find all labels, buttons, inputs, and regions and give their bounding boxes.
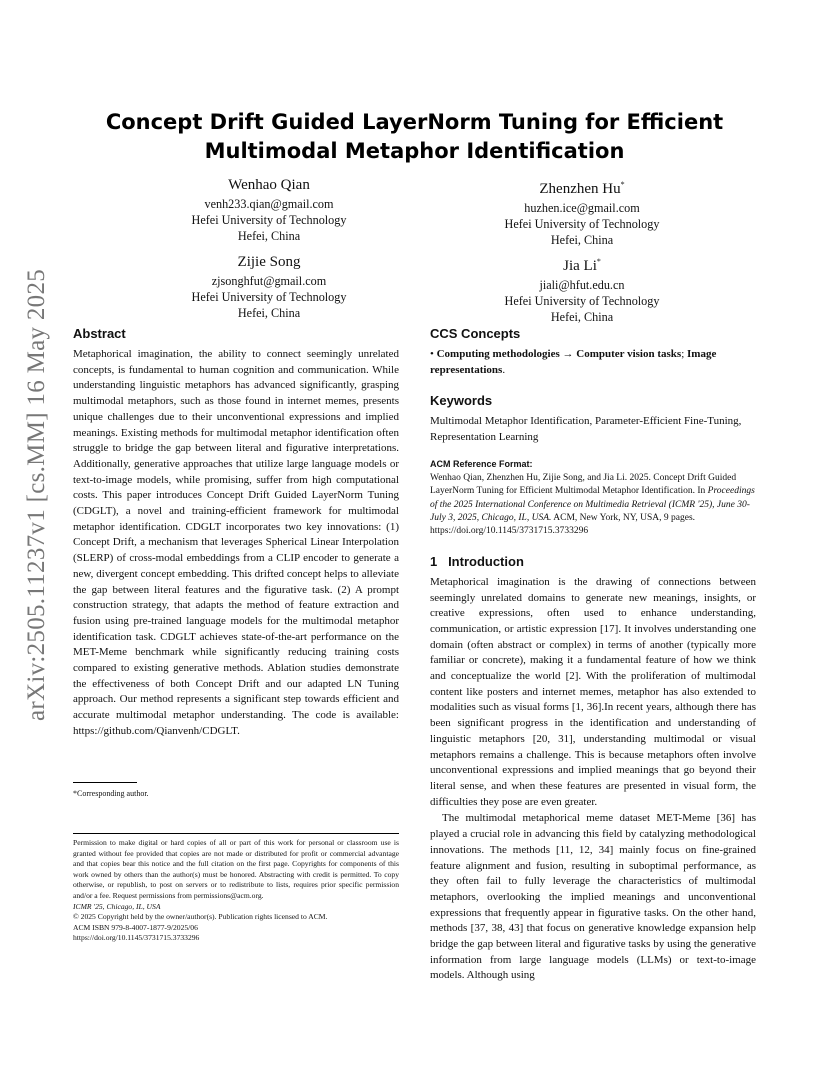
ccs-sep: ; [681, 348, 688, 360]
footnote-rule [73, 782, 137, 783]
author-block-3 [119, 252, 419, 322]
permission-text: Permission to make digital or hard copies of all or part of this work for personal or classroom use is granted without fee provided that copies are not made or distributed for profit or commercial advantage and that copies bear this notice and the full citation on the first page. Copyrights for components of this work owned by others than the author(s) must be honored. Abstracting with credit is permitted. To copy otherwise, or republish, to post on servers or to redistribute to lists, requires prior specific permission and/or a fee. Request permissions from permissions@acm.org. [73, 838, 399, 900]
acm-ref-tail: ACM, New York, NY, USA, 9 pages. https://doi.org/10.1145/3731715.3733296 [430, 513, 696, 537]
intro-paragraph-1: Metaphorical imagination is the drawing of connections between seemingly unrelated domains to generate new meanings, insights, or creative expressions, often used to enhance understanding, communication, or artistic expression [17]. It involves understanding one domain (often abstract or complex) in terms of another (typically more familiar or concrete), making it a fundamental feature of how we think and conceptualize the world [2]. With the proliferation of multimodal content like posters and internet memes, metaphor has also extended to modalities such as visual forms [1, 36].In recent years, although there has been significant progress in the identification and understanding of linguistic metaphors [20, 31], understanding multimodal or visual metaphors remains a challenge. This is because metaphors often involve unconventional expressions and implied meanings that go beyond their literal sense, and when these features are presented in visual form, the difficulties they pose are even greater. [430, 575, 756, 808]
right-column [430, 325, 756, 984]
author-location: Hefei, China [550, 233, 614, 248]
venue-text: ICMR '25, Chicago, IL, USA [73, 901, 161, 911]
ccs-heading: CCS Concepts [430, 326, 521, 341]
corresponding-mark: * [596, 257, 601, 266]
footnote-corresponding: *Corresponding author. [73, 789, 149, 798]
left-column [73, 325, 399, 740]
keywords-text: Multimodal Metaphor Identification, Parameter-Efficient Fine-Tuning, Representation Learning [430, 415, 742, 444]
ccs-end: . [502, 363, 506, 376]
ccs-item-2: Computer vision tasks [576, 348, 682, 360]
author-email: venh233.qian@gmail.com [204, 197, 334, 211]
intro-paragraph-2: The multimodal metaphorical meme dataset MET-Meme [36] has played a crucial role in advancing this field by catalyzing methodological innovations. The methods [11, 12, 34] mainly focus on fine-grained feature alignment and fusion, resulting in suboptimal performance, as they often fail to fully leverage the characteristics of multimodal metaphors, overlooking the implied meanings and unconventional expressions that frequently appear in figurative tasks. On the other hand, methods [37, 38, 43] that focus on generative knowledge expansion help bridge the gap between literal and figurative tasks by using the generative information from large language models (LLMs) or text-to-image models. Although using [430, 812, 756, 982]
author-location: Hefei, China [237, 229, 301, 244]
author-block-2 [432, 175, 732, 249]
author-location: Hefei, China [237, 306, 301, 321]
acm-ref-heading: ACM Reference Format: [430, 458, 533, 469]
author-location: Hefei, China [550, 310, 614, 325]
doi-text: https://doi.org/10.1145/3731715.3733296 [73, 933, 200, 943]
title-line-1: Concept Drift Guided LayerNorm Tuning for Efficient [105, 110, 724, 134]
author-name: Jia Li [563, 258, 597, 274]
author-block-1 [119, 175, 419, 245]
ccs-bullet: • [430, 348, 434, 360]
acm-ref-text [430, 472, 756, 539]
author-name: Zhenzhen Hu [539, 181, 621, 197]
ccs-concepts [430, 347, 756, 378]
author-affiliation: Hefei University of Technology [504, 294, 660, 309]
permission-rule [73, 833, 399, 834]
arxiv-stamp-text: arXiv:2505.11237v1 [cs.MM] 16 May 2025 [23, 268, 50, 722]
intro-heading: 1 Introduction [430, 553, 524, 569]
ccs-item-1: Computing methodologies [436, 348, 560, 360]
author-affiliation: Hefei University of Technology [504, 217, 660, 232]
paper-title [73, 108, 756, 166]
author-email: huzhen.ice@gmail.com [524, 201, 640, 215]
corresponding-mark: * [620, 180, 625, 189]
author-affiliation: Hefei University of Technology [191, 213, 347, 228]
copyright-text: © 2025 Copyright held by the owner/author(s). Publication rights licensed to ACM. [73, 912, 328, 922]
author-affiliation: Hefei University of Technology [191, 290, 347, 305]
author-email: zjsonghfut@gmail.com [211, 274, 327, 288]
keywords-heading: Keywords [430, 393, 493, 409]
arxiv-stamp [20, 268, 54, 722]
isbn-text: ACM ISBN 979-8-4007-1877-9/2025/06 [73, 922, 198, 932]
author-name: Wenhao Qian [228, 177, 310, 193]
author-name: Zijie Song [237, 254, 301, 270]
author-email: jiali@hfut.edu.cn [539, 278, 625, 292]
acm-ref-proceedings: Proceedings of the 2025 International Conference on Multimedia Retrieval (ICMR '25), June 30-July 3, 2025, Chicago, IL, USA. [430, 486, 755, 524]
ccs-item-3: Image representations [430, 348, 717, 376]
acm-ref-authors: Wenhao Qian, Zhenzhen Hu, Zijie Song, and Jia Li. 2025. Concept Drift Guided LayerNorm Tuning for Efficient Multimodal Metaphor Identification. In [430, 472, 737, 497]
permission-block [73, 838, 399, 944]
author-block-4 [432, 252, 732, 326]
title-line-2: Multimodal Metaphor Identification [204, 139, 625, 163]
abstract-heading: Abstract [73, 326, 126, 341]
ccs-arrow: → [559, 348, 577, 360]
abstract-text: Metaphorical imagination, the ability to connect seemingly unrelated concepts, is fundamental to human cognition and communication. While understanding linguistic metaphors has advanced significantly, grasping multimodal metaphors, such as those found in internet memes, presents unique challenges due to their unconventional expressions and implied meanings. Existing methods for multimodal metaphor identification often struggle to bridge the gap between literal and figurative interpretations. Additionally, generative approaches that utilize large language models or text-to-image models, while promising, suffer from high computational costs. This paper introduces Concept Drift Guided LayerNorm Tuning (CDGLT), a novel and training-efficient framework for multimodal metaphor identification. CDGLT incorporates two key innovations: (1) Concept Drift, a mechanism that leverages Spherical Linear Interpolation (SLERP) of cross-modal embeddings from a CLIP encoder to generate a new, divergent concept embedding. This drifted concept helps to alleviate the gap between literal features and the figurative task. (2) A prompt construction strategy, that adapts the method of feature extraction and fusion using pre-trained language models for the multimodal metaphor identification task. CDGLT achieves state-of-the-art performance on the MET-Meme benchmark while significantly reducing training costs compared to existing generative methods. Ablation studies demonstrate the effectiveness of both Concept Drift and our adapted LN Tuning approach. Our method represents a significant step towards efficient and accurate multimodal metaphor understanding. The code is available: https://github.com/Qianvenh/CDGLT. [73, 348, 399, 737]
